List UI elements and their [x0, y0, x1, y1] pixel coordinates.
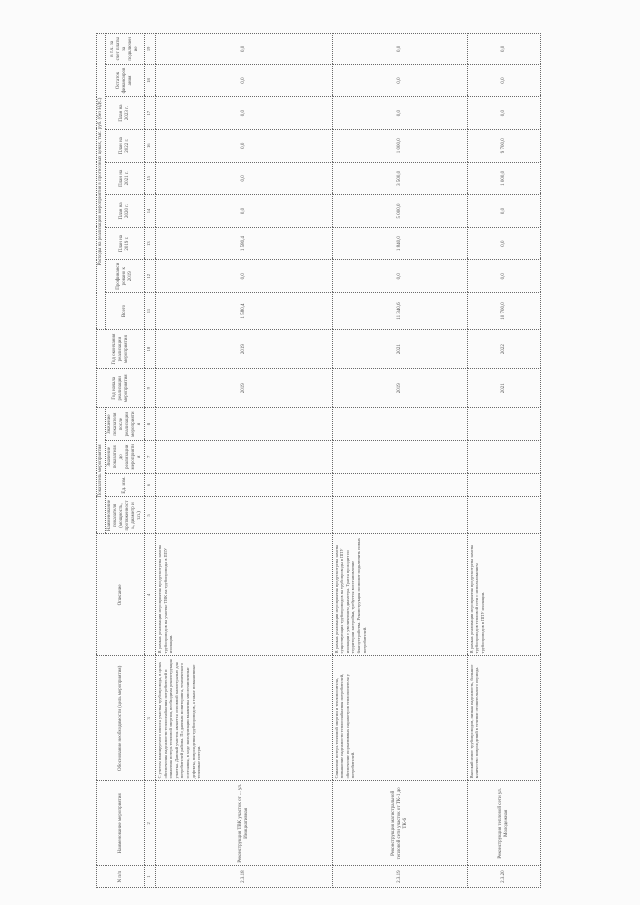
- row-y2020: 5 000,0: [332, 195, 467, 228]
- row-n: 2.3.20: [467, 866, 540, 888]
- header-remaining: Остаток финансирования: [106, 64, 145, 97]
- row-remaining: 0,0: [156, 64, 333, 97]
- row-remaining: 0,0: [332, 64, 467, 97]
- row-y2020: 0,0: [156, 195, 333, 228]
- row-description: В рамках реализации мероприятия предусмотрена замена трубопроводов тепловой сети с использованием трубопроводов в ППУ изоляции.: [467, 534, 540, 656]
- row-name: Реконструкция тепловой сети ул. Молодежная: [467, 781, 540, 866]
- col-number: 14: [145, 195, 156, 228]
- header-params-group: Показатель мероприятия: [97, 408, 106, 534]
- row-n: 2.3.19: [332, 866, 467, 888]
- header-y2021: План на 2021 г.: [106, 162, 145, 195]
- row-value-before: [467, 440, 540, 473]
- row-description: В рамках реализации мероприятия предусмотрена замена существующих трубопроводов на трубопроводы в ППУ изоляции с увеличением диаметра. Трасса проходит по территории застройки, требуется восстановление благоустройства. Реконструкция позволит подключить новых потребителей.: [332, 534, 467, 656]
- row-description: В рамках реализации мероприятия предусмотрена замена трубопроводов на участке ТВК на трубопроводы в ППУ изоляции.: [156, 534, 333, 656]
- row-remaining: 0,0: [467, 64, 540, 97]
- row-y2019: 1 840,0: [332, 227, 467, 260]
- header-value-after: Значение показателя после реализации мероприятия: [106, 408, 145, 441]
- col-number: 7: [145, 440, 156, 473]
- col-number: 1: [145, 866, 156, 888]
- row-param-name: [467, 497, 540, 534]
- col-number: 16: [145, 129, 156, 162]
- row-justification: Снижение потерь тепловой энергии и теплоносителя, повышение надежности теплоснабжения потребителей, обеспечение нормативных параметров теплоносителя у потребителей.: [332, 656, 467, 781]
- row-financed: 0,0: [467, 260, 540, 293]
- row-year-end: 2019: [156, 330, 333, 369]
- row-incl: 0,0: [156, 34, 333, 65]
- col-number: 11: [145, 293, 156, 330]
- row-y2019: 0,0: [467, 227, 540, 260]
- header-y2019: План на 2019 г.: [106, 227, 145, 260]
- row-unit: [467, 473, 540, 497]
- row-y2021: 3 500,0: [332, 162, 467, 195]
- col-number: 9: [145, 369, 156, 408]
- header-year-start: Год начала реализации мероприятия: [97, 369, 145, 408]
- table-row: [156, 34, 333, 888]
- header-value-before: Значение показателя до реализации мероприятия: [106, 440, 145, 473]
- col-number: 3: [145, 656, 156, 781]
- rotated-investment-table: [96, 33, 541, 888]
- row-n: 2.3.18: [156, 866, 333, 888]
- row-unit: [156, 473, 333, 497]
- row-y2022: 1 000,0: [332, 129, 467, 162]
- header-n: N п/п: [97, 866, 145, 888]
- row-param-name: [156, 497, 333, 534]
- table-row: [332, 34, 467, 888]
- col-number: 19: [145, 34, 156, 65]
- header-cost-group: Расходы на реализацию мероприятия в прогнозных ценах, тыс. руб. (без НДС): [97, 34, 106, 330]
- header-justification: Обоснование необходимости (цель мероприятия): [97, 656, 145, 781]
- row-financed: 0,0: [156, 260, 333, 293]
- col-number: 4: [145, 534, 156, 656]
- row-year-end: 2022: [467, 330, 540, 369]
- col-number: 10: [145, 330, 156, 369]
- row-y2020: 0,0: [467, 195, 540, 228]
- col-number: 13: [145, 227, 156, 260]
- row-year-start: 2019: [332, 369, 467, 408]
- row-y2023: 0,0: [156, 97, 333, 130]
- header-y2023: План на 2023 г.: [106, 97, 145, 130]
- row-y2023: 0,0: [467, 97, 540, 130]
- col-number: 18: [145, 64, 156, 97]
- header-total: Всего: [106, 293, 145, 330]
- col-number: 5: [145, 497, 156, 534]
- row-incl: 0,0: [467, 34, 540, 65]
- row-year-start: 2021: [467, 369, 540, 408]
- row-total: 10 700,0: [467, 293, 540, 330]
- row-value-after: [156, 408, 333, 441]
- row-justification: С учетом планируемого износа участка трубопровода, в целях обеспечения надежности теплоснабжения потребителей и снижения потерь тепловой энергии, необходима реконструкция участка. Данный участок является основной магистралью для потребителей района. По данным мониторинга, технического состояния, в ходе эксплуатации выявлены многочисленные дефекты, повреждения трубопроводов, а также повышенные тепловые потери.: [156, 656, 333, 781]
- row-value-before: [332, 440, 467, 473]
- header-financed: Профинансировано к 2019: [106, 260, 145, 293]
- row-total: 11 340,6: [332, 293, 467, 330]
- column-number-row: [145, 34, 156, 888]
- col-number: 15: [145, 162, 156, 195]
- header-unit: Ед. изм.: [106, 473, 145, 497]
- row-y2023: 0,0: [332, 97, 467, 130]
- col-number: 8: [145, 408, 156, 441]
- row-financed: 0,0: [332, 260, 467, 293]
- header-y2022: План на 2022 г.: [106, 129, 145, 162]
- row-justification: Высокий износ трубопроводов, низкая надежность, большое количество повреждений в течение отопительного периода.: [467, 656, 540, 781]
- row-y2022: 0,0: [156, 129, 333, 162]
- header-incl-contract: в т.ч. за счет платы за подключение: [106, 34, 145, 65]
- row-param-name: [332, 497, 467, 534]
- row-year-start: 2019: [156, 369, 333, 408]
- table-row: [467, 34, 540, 888]
- row-value-after: [467, 408, 540, 441]
- header-param-name: Наименование показателя (мощность, протяженность, диаметр и т.п.): [106, 497, 145, 534]
- investment-table: [96, 33, 541, 888]
- row-total: 1 580,4: [156, 293, 333, 330]
- header-description: Описание: [97, 534, 145, 656]
- col-number: 17: [145, 97, 156, 130]
- row-name: Реконструкция ТВК участок от ... ул. Инициативная: [156, 781, 333, 866]
- row-y2021: 1 000,0: [467, 162, 540, 195]
- col-number: 12: [145, 260, 156, 293]
- row-year-end: 2021: [332, 330, 467, 369]
- row-unit: [332, 473, 467, 497]
- col-number: 6: [145, 473, 156, 497]
- row-y2019: 1 580,4: [156, 227, 333, 260]
- col-number: 2: [145, 781, 156, 866]
- row-y2021: 0,0: [156, 162, 333, 195]
- row-value-before: [156, 440, 333, 473]
- header-y2020: План на 2020 г.: [106, 195, 145, 228]
- row-value-after: [332, 408, 467, 441]
- row-y2022: 9 700,0: [467, 129, 540, 162]
- header-name: Наименование мероприятия: [97, 781, 145, 866]
- row-name: Реконструкция магистральной тепловой сети участок от ТК-1 до ТК-6: [332, 781, 467, 866]
- header-year-end: Год окончания реализации мероприятия: [97, 330, 145, 369]
- row-incl: 0,0: [332, 34, 467, 65]
